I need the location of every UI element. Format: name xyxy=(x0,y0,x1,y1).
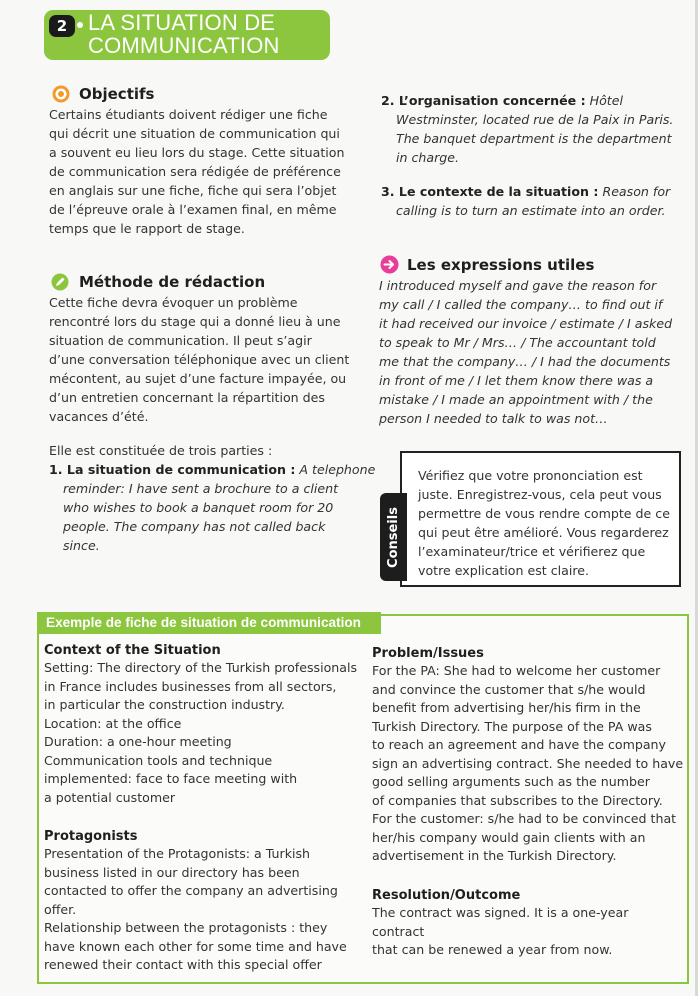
text-line: who wishes to book a banquet room for 20 xyxy=(63,500,334,515)
part-3-inline: Reason for xyxy=(602,184,671,199)
conseils-text xyxy=(418,466,676,580)
text-line: offer. xyxy=(44,901,77,917)
text-line: it had received our invoice / estimate / I asked xyxy=(379,316,673,331)
conseils-tab-label-wrap xyxy=(380,493,407,581)
part-2-inline: Hôtel xyxy=(589,93,623,108)
text-line: Duration: a one-hour meeting xyxy=(44,734,232,749)
example-panel-header: Exemple de fiche de situation de communication xyxy=(37,612,381,634)
text-line: en anglais sur une fiche, fiche qui sera l’objet xyxy=(49,183,337,198)
part-3-first-line xyxy=(381,182,691,201)
context-heading: Context of the Situation xyxy=(44,643,221,658)
text-line: renewed their contact with this special offer xyxy=(44,957,322,972)
text-line: to reach an agreement and have the company xyxy=(372,737,666,752)
text-line: a potential customer xyxy=(44,789,176,805)
bullet-dot xyxy=(77,22,83,28)
text-line: business listed in our directory has been xyxy=(44,864,300,880)
page-title-line-2: COMMUNICATION xyxy=(88,33,280,58)
text-line: For the PA: She had to welcome her customer xyxy=(372,663,661,678)
text-line: in France includes businesses from all sectors, xyxy=(44,678,337,694)
text-line: to speak to Mr / Mrs… / The accountant told xyxy=(379,335,656,350)
text-line: my call / I called the company… to find out if xyxy=(379,297,663,312)
section-number-badge: 2 xyxy=(49,15,75,37)
text-line: have known each other for some time and have xyxy=(44,938,347,954)
part-2-label: 2. L’organisation concernée : xyxy=(381,93,586,108)
problem-heading: Problem/Issues xyxy=(372,646,484,661)
text-line: that can be renewed a year from now. xyxy=(372,942,613,957)
text-line: rencontré lors du stage qui a donné lieu à une xyxy=(49,314,341,329)
text-line: permettre de vous rendre compte de ce xyxy=(418,506,670,521)
text-line: sign an advertising contract. She needed to have xyxy=(372,755,684,771)
text-line: in front of me / I let them know there was a xyxy=(379,373,654,388)
text-line: qui décrit une situation de communication qui xyxy=(49,126,340,141)
text-line: of companies that subscribes to the Directory. xyxy=(372,792,663,808)
parts-intro: Elle est constituée de trois parties : xyxy=(49,443,273,458)
part-3-label: 3. Le contexte de la situation : xyxy=(381,184,599,199)
text-line: de l’épreuve orale à l’examen final, en même xyxy=(49,202,337,217)
part-1 xyxy=(49,460,379,555)
text-line: since. xyxy=(63,538,100,553)
expressions-text xyxy=(379,276,691,428)
methode-heading: Méthode de rédaction xyxy=(79,273,266,291)
text-line: votre explication est claire. xyxy=(418,563,590,578)
text-line: situation de communication. Il peut s’agir xyxy=(49,333,312,348)
resolution-heading: Resolution/Outcome xyxy=(372,888,521,903)
arrow-right-icon xyxy=(380,255,399,278)
resolution-section xyxy=(372,888,684,960)
text-line: implemented: face to face meeting with xyxy=(44,771,298,786)
text-line: calling is to turn an estimate into an order. xyxy=(396,203,666,218)
text-line: d’un entretien concernant la répartition des xyxy=(49,390,325,405)
text-line: qui peut être amélioré. Vous regarderez xyxy=(418,525,669,540)
text-line: Certains étudiants doivent rédiger une fiche xyxy=(49,107,328,122)
text-line: mécontent, au sujet d’une facture impayée, ou xyxy=(49,371,347,386)
text-line: and convince the customer that s/he would xyxy=(372,681,646,697)
context-section xyxy=(44,643,364,807)
text-line: Turkish Directory. The purpose of the PA was xyxy=(372,718,652,734)
text-line: in particular the construction industry. xyxy=(44,697,285,712)
expressions-heading: Les expressions utiles xyxy=(407,256,595,274)
text-line: a souvent eu lieu lors du stage. Cette situation xyxy=(49,145,345,160)
text-line: Westminster, located rue de la Paix in Paris. xyxy=(396,112,674,127)
protagonists-heading: Protagonists xyxy=(44,829,138,844)
text-line: me that the company… / I had the documents xyxy=(379,354,671,369)
part-2-first-line xyxy=(381,91,691,110)
text-line: Communication tools and technique xyxy=(44,752,273,768)
text-line: contacted to offer the company an advertising xyxy=(44,883,338,898)
objectifs-heading: Objectifs xyxy=(79,85,155,103)
text-line: vacances d’été. xyxy=(49,409,149,424)
text-line: Relationship between the protagonists : they xyxy=(44,920,328,935)
page-title xyxy=(88,11,328,57)
problem-section xyxy=(372,646,684,866)
text-line: Setting: The directory of the Turkish professionals xyxy=(44,660,358,675)
target-icon xyxy=(52,85,70,107)
text-line: Location: at the office xyxy=(44,715,182,731)
text-line: reminder: I have sent a brochure to a client xyxy=(63,481,339,496)
text-line: good selling arguments such as the number xyxy=(372,774,650,789)
text-line: people. The company has not called back xyxy=(63,519,326,534)
text-line: in charge. xyxy=(396,150,460,165)
text-line: temps que le rapport de stage. xyxy=(49,221,245,236)
part-3 xyxy=(381,182,691,220)
part-1-label: 1. La situation de communication : xyxy=(49,462,296,477)
text-line: For the customer: s/he had to be convinced that xyxy=(372,811,677,826)
methode-text xyxy=(49,293,369,426)
text-line: l’examinateur/trice et vérifierez que xyxy=(418,544,646,559)
part-1-inline: A telephone xyxy=(299,462,376,477)
text-line: I introduced myself and gave the reason for xyxy=(379,278,657,293)
text-line: Presentation of the Protagonists: a Turkish xyxy=(44,846,311,861)
text-line: benefit from advertising her/his firm in the xyxy=(372,700,641,715)
part-2 xyxy=(381,91,691,167)
text-line: mistake / I made an appointment with / the xyxy=(379,392,653,407)
text-line: The contract was signed. It is a one-year contract xyxy=(372,905,629,939)
text-line: her/his company would gain clients with an xyxy=(372,829,646,845)
conseils-tab-label: Conseils xyxy=(386,506,401,568)
text-line: d’une conversation téléphonique avec un client xyxy=(49,352,350,367)
text-line: Cette fiche devra évoquer un problème xyxy=(49,295,298,310)
text-line: juste. Enregistrez-vous, cela peut vous xyxy=(418,487,662,502)
pencil-icon xyxy=(51,273,69,295)
text-line: de communication sera rédigée de préférence xyxy=(49,164,341,179)
text-line: The banquet department is the department xyxy=(396,131,672,146)
text-line: advertisement in the Turkish Directory. xyxy=(372,848,617,863)
objectifs-text xyxy=(49,105,369,238)
text-line: Vérifiez que votre prononciation est xyxy=(418,468,643,483)
page-title-line-1: LA SITUATION DE xyxy=(88,10,276,35)
protagonists-section xyxy=(44,829,364,975)
part-1-first-line xyxy=(49,460,379,479)
text-line: person I needed to talk to was not… xyxy=(379,411,608,426)
